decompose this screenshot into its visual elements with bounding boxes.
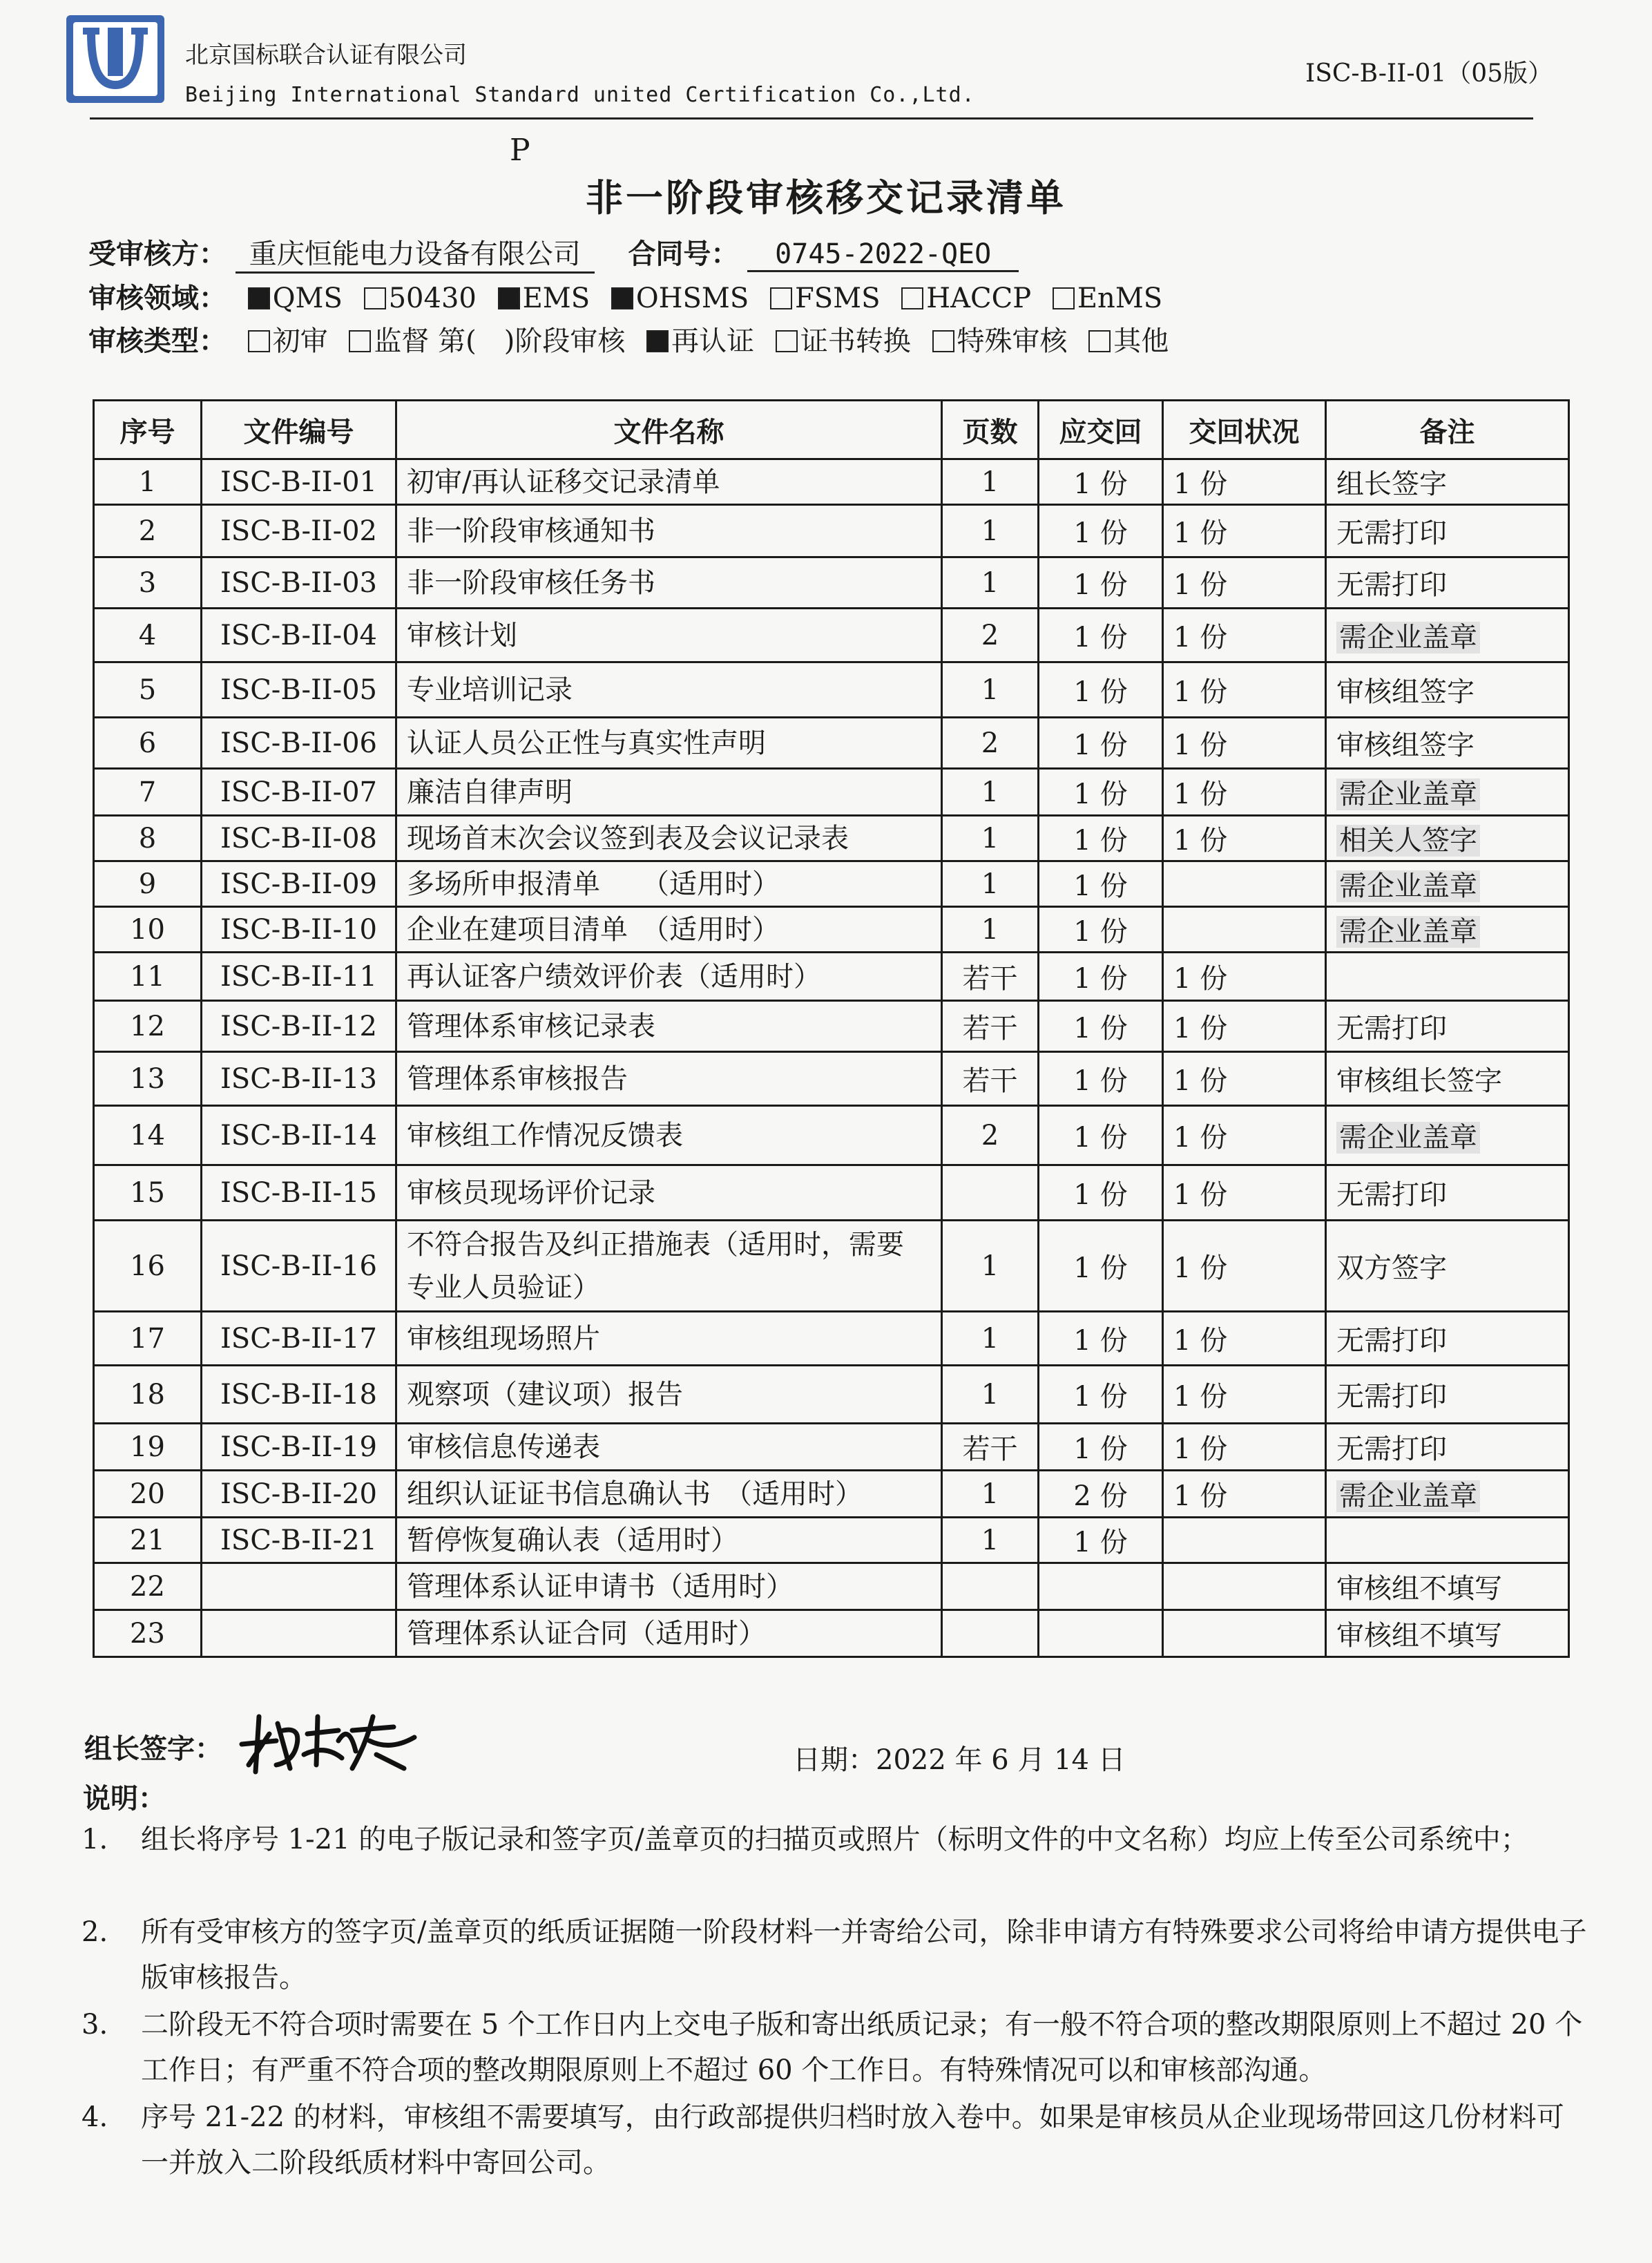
file-name-cell: 现场首末次会议签到表及会议记录表 <box>396 816 942 861</box>
column-header: 页数 <box>942 401 1039 459</box>
file-name-cell: 审核员现场评价记录 <box>396 1165 942 1221</box>
return-status-cell <box>1163 1563 1326 1610</box>
checkbox <box>498 287 520 309</box>
checkbox <box>770 287 792 309</box>
table-row <box>94 1221 1569 1312</box>
file-code-cell: ISC-B-II-21 <box>202 1518 396 1563</box>
row-number-cell: 13 <box>94 1052 202 1106</box>
file-name-cell: 观察项（建议项）报告 <box>396 1366 942 1424</box>
table-row <box>94 459 1569 505</box>
file-code-cell: ISC-B-II-11 <box>202 953 396 1001</box>
row-number-cell: 10 <box>94 907 202 953</box>
file-code-cell: ISC-B-II-02 <box>202 505 396 557</box>
table-row <box>94 1165 1569 1221</box>
table-row <box>94 769 1569 816</box>
row-number-cell: 6 <box>94 718 202 769</box>
domain-option-haccp: HACCP <box>889 283 1031 314</box>
page-count-cell <box>942 1563 1039 1610</box>
table-body <box>94 459 1569 1657</box>
notes-label: 说明： <box>83 1782 166 1815</box>
checkbox <box>364 287 386 309</box>
table-row <box>94 718 1569 769</box>
row-number-cell: 7 <box>94 769 202 816</box>
file-name-cell: 管理体系审核报告 <box>396 1052 942 1106</box>
remark-cell: 审核组不填写 <box>1326 1610 1569 1657</box>
checkbox <box>248 287 270 309</box>
row-number-cell: 18 <box>94 1366 202 1424</box>
due-return-cell: 1 份 <box>1039 459 1163 505</box>
note-item: 3. 二阶段无不符合项时需要在 5 个工作日内上交电子版和寄出纸质记录；有一般不符合项的整改期限原则上不超过 20 个工作日；有严重不符合项的整改期限原则上不超过 60 个工作日。有特殊情况可以和审核部沟通。 <box>81 2009 1583 2086</box>
return-status-cell: 1 份 <box>1163 1001 1326 1052</box>
type-option-other: 其他 <box>1076 319 1169 359</box>
table-row <box>94 861 1569 907</box>
return-status-cell: 1 份 <box>1163 1424 1326 1471</box>
file-name-cell: 审核组现场照片 <box>396 1312 942 1366</box>
row-number-cell: 19 <box>94 1424 202 1471</box>
domain-option-qms: QMS <box>236 283 343 314</box>
page-count-cell: 若干 <box>942 1424 1039 1471</box>
page-count-cell: 1 <box>942 459 1039 505</box>
page-count-cell: 1 <box>942 816 1039 861</box>
file-name-cell: 再认证客户绩效评价表（适用时） <box>396 953 942 1001</box>
due-return-cell <box>1039 1610 1163 1657</box>
type-option-special-audit: 特殊审核 <box>920 319 1068 359</box>
page-count-cell <box>942 1165 1039 1221</box>
return-status-cell: 1 份 <box>1163 1366 1326 1424</box>
table-row <box>94 1312 1569 1366</box>
note-item: 4. 序号 21-22 的材料，审核组不需要填写，由行政部提供归档时放入卷中。如果是审核员从企业现场带回这几份材料可一并放入二阶段纸质材料中寄回公司。 <box>81 2101 1564 2179</box>
row-number-cell: 17 <box>94 1312 202 1366</box>
file-name-cell: 管理体系审核记录表 <box>396 1001 942 1052</box>
page-count-cell: 1 <box>942 1471 1039 1518</box>
return-status-cell: 1 份 <box>1163 1471 1326 1518</box>
domain-option-ohsms: OHSMS <box>599 283 749 314</box>
return-status-cell: 1 份 <box>1163 1165 1326 1221</box>
remark-cell: 无需打印 <box>1326 1424 1569 1471</box>
note-item: 1. 组长将序号 1-21 的电子版记录和签字页/盖章页的扫描页或照片（标明文件的中文名称）均应上传至公司系统中； <box>81 1824 1528 1855</box>
file-name-cell: 管理体系认证申请书（适用时） <box>396 1563 942 1610</box>
remark-cell: 无需打印 <box>1326 505 1569 557</box>
remark-cell: 审核组签字 <box>1326 662 1569 718</box>
page-title: 非一阶段审核移交记录清单 <box>586 175 1066 220</box>
domain-option-50430: 50430 <box>352 283 477 314</box>
due-return-cell: 1 份 <box>1039 662 1163 718</box>
file-code-cell: ISC-B-II-18 <box>202 1366 396 1424</box>
transfer-record-table <box>93 399 1570 1658</box>
remark-cell: 无需打印 <box>1326 1312 1569 1366</box>
row-number-cell: 20 <box>94 1471 202 1518</box>
remark-cell: 双方签字 <box>1326 1221 1569 1312</box>
file-code-cell: ISC-B-II-04 <box>202 609 396 662</box>
file-name-cell: 审核组工作情况反馈表 <box>396 1106 942 1165</box>
row-number-cell: 9 <box>94 861 202 907</box>
checkbox <box>248 330 270 352</box>
table-row <box>94 907 1569 953</box>
remark-cell <box>1326 1518 1569 1563</box>
file-code-cell: ISC-B-II-05 <box>202 662 396 718</box>
due-return-cell: 1 份 <box>1039 1001 1163 1052</box>
file-code-cell <box>202 1563 396 1610</box>
return-status-cell: 1 份 <box>1163 1106 1326 1165</box>
file-name-cell: 廉洁自律声明 <box>396 769 942 816</box>
checkbox <box>1088 330 1111 352</box>
note-item: 2. 所有受审核方的签字页/盖章页的纸质证据随一阶段材料一并寄给公司，除非申请方有特殊要求公司将给申请方提供电子版审核报告。 <box>81 1916 1587 1994</box>
domain-option-fsms: FSMS <box>758 283 881 314</box>
file-code-cell: ISC-B-II-06 <box>202 718 396 769</box>
table-row <box>94 662 1569 718</box>
due-return-cell: 1 份 <box>1039 907 1163 953</box>
handwritten-mark: P <box>510 133 530 168</box>
due-return-cell: 1 份 <box>1039 557 1163 609</box>
file-name-cell: 暂停恢复确认表（适用时） <box>396 1518 942 1563</box>
file-code-cell: ISC-B-II-17 <box>202 1312 396 1366</box>
table-row <box>94 1610 1569 1657</box>
remark-cell: 审核组长签字 <box>1326 1052 1569 1106</box>
file-name-cell: 组织认证证书信息确认书 （适用时） <box>396 1471 942 1518</box>
file-name-cell: 初审/再认证移交记录清单 <box>396 459 942 505</box>
due-return-cell: 1 份 <box>1039 1052 1163 1106</box>
remark-cell: 组长签字 <box>1326 459 1569 505</box>
type-option-recertification: 再认证 <box>634 319 754 359</box>
row-number-cell: 8 <box>94 816 202 861</box>
row-number-cell: 14 <box>94 1106 202 1165</box>
remark-cell: 需企业盖章 <box>1326 769 1569 816</box>
date-line: 日期：2022 年 6 月 14 日 <box>793 1744 1126 1776</box>
due-return-cell: 1 份 <box>1039 1424 1163 1471</box>
file-code-cell: ISC-B-II-07 <box>202 769 396 816</box>
checkbox <box>932 330 954 352</box>
return-status-cell <box>1163 1610 1326 1657</box>
row-number-cell: 5 <box>94 662 202 718</box>
remark-cell: 无需打印 <box>1326 1001 1569 1052</box>
row-number-cell: 3 <box>94 557 202 609</box>
due-return-cell: 1 份 <box>1039 1221 1163 1312</box>
table-row <box>94 1366 1569 1424</box>
checkbox <box>349 330 371 352</box>
page-count-cell: 1 <box>942 557 1039 609</box>
file-code-cell: ISC-B-II-09 <box>202 861 396 907</box>
return-status-cell: 1 份 <box>1163 718 1326 769</box>
table-row <box>94 609 1569 662</box>
due-return-cell: 1 份 <box>1039 505 1163 557</box>
due-return-cell: 1 份 <box>1039 1312 1163 1366</box>
remark-cell: 需企业盖章 <box>1326 609 1569 662</box>
file-code-cell: ISC-B-II-16 <box>202 1221 396 1312</box>
page-count-cell: 1 <box>942 505 1039 557</box>
file-name-cell: 多场所申报清单 （适用时） <box>396 861 942 907</box>
return-status-cell: 1 份 <box>1163 609 1326 662</box>
page-count-cell: 若干 <box>942 953 1039 1001</box>
return-status-cell: 1 份 <box>1163 953 1326 1001</box>
page-count-cell: 2 <box>942 1106 1039 1165</box>
checkbox <box>611 287 633 309</box>
page-count-cell: 1 <box>942 1518 1039 1563</box>
file-code-cell: ISC-B-II-08 <box>202 816 396 861</box>
due-return-cell: 1 份 <box>1039 953 1163 1001</box>
column-header: 交回状况 <box>1163 401 1326 459</box>
return-status-cell: 1 份 <box>1163 459 1326 505</box>
table-row <box>94 1052 1569 1106</box>
file-name-cell: 不符合报告及纠正措施表（适用时，需要专业人员验证） <box>396 1221 942 1312</box>
row-number-cell: 21 <box>94 1518 202 1563</box>
header-divider <box>90 117 1533 120</box>
due-return-cell: 1 份 <box>1039 609 1163 662</box>
page-count-cell: 2 <box>942 718 1039 769</box>
row-number-cell: 16 <box>94 1221 202 1312</box>
due-return-cell: 1 份 <box>1039 1366 1163 1424</box>
return-status-cell: 1 份 <box>1163 505 1326 557</box>
company-logo <box>64 12 167 106</box>
row-number-cell: 15 <box>94 1165 202 1221</box>
page-count-cell: 1 <box>942 907 1039 953</box>
file-code-cell: ISC-B-II-03 <box>202 557 396 609</box>
due-return-cell: 1 份 <box>1039 816 1163 861</box>
table-row <box>94 816 1569 861</box>
column-header: 备注 <box>1326 401 1569 459</box>
domain-option-enms: EnMS <box>1040 283 1162 314</box>
file-code-cell: ISC-B-II-20 <box>202 1471 396 1518</box>
checkbox <box>901 287 923 309</box>
table-row <box>94 1424 1569 1471</box>
return-status-cell: 1 份 <box>1163 1052 1326 1106</box>
domain-option-ems: EMS <box>486 283 590 314</box>
return-status-cell: 1 份 <box>1163 662 1326 718</box>
type-option-surveillance: 监督 第( )阶段审核 <box>336 319 625 359</box>
return-status-cell: 1 份 <box>1163 769 1326 816</box>
file-code-cell: ISC-B-II-15 <box>202 1165 396 1221</box>
due-return-cell: 1 份 <box>1039 1518 1163 1563</box>
audit-domain-line <box>88 276 1162 316</box>
due-return-cell: 1 份 <box>1039 718 1163 769</box>
signature-label: 组长签字： <box>84 1732 222 1765</box>
return-status-cell <box>1163 1518 1326 1563</box>
file-code-cell <box>202 1610 396 1657</box>
file-code-cell: ISC-B-II-19 <box>202 1424 396 1471</box>
type-option-certificate-transfer: 证书转换 <box>763 319 911 359</box>
file-name-cell: 专业培训记录 <box>396 662 942 718</box>
row-number-cell: 11 <box>94 953 202 1001</box>
contract-value: 0745-2022-QEO <box>747 238 1019 272</box>
row-number-cell: 4 <box>94 609 202 662</box>
audit-type-line <box>88 319 1169 359</box>
file-code-cell: ISC-B-II-12 <box>202 1001 396 1052</box>
document-code: ISC-B-II-01（05版） <box>1305 59 1553 88</box>
contract-label: 合同号： <box>628 238 739 270</box>
return-status-cell <box>1163 907 1326 953</box>
due-return-cell: 1 份 <box>1039 1165 1163 1221</box>
audit-type-label: 审核类型： <box>88 325 227 357</box>
page-count-cell: 若干 <box>942 1052 1039 1106</box>
page-count-cell: 1 <box>942 1221 1039 1312</box>
row-number-cell: 23 <box>94 1610 202 1657</box>
file-name-cell: 管理体系认证合同（适用时） <box>396 1610 942 1657</box>
page-count-cell: 1 <box>942 1312 1039 1366</box>
row-number-cell: 1 <box>94 459 202 505</box>
table-header-row <box>94 401 1569 459</box>
due-return-cell: 1 份 <box>1039 769 1163 816</box>
page-count-cell: 1 <box>942 861 1039 907</box>
remark-cell: 审核组不填写 <box>1326 1563 1569 1610</box>
file-name-cell: 企业在建项目清单 （适用时） <box>396 907 942 953</box>
file-code-cell: ISC-B-II-01 <box>202 459 396 505</box>
return-status-cell: 1 份 <box>1163 557 1326 609</box>
company-name-cn: 北京国标联合认证有限公司 <box>185 41 467 69</box>
auditee-value: 重庆恒能电力设备有限公司 <box>236 232 595 274</box>
due-return-cell: 2 份 <box>1039 1471 1163 1518</box>
column-header: 应交回 <box>1039 401 1163 459</box>
row-number-cell: 22 <box>94 1563 202 1610</box>
page-count-cell: 2 <box>942 609 1039 662</box>
column-header: 文件编号 <box>202 401 396 459</box>
audit-domain-label: 审核领域： <box>88 282 227 314</box>
file-name-cell: 非一阶段审核通知书 <box>396 505 942 557</box>
remark-cell: 无需打印 <box>1326 1366 1569 1424</box>
remark-cell: 无需打印 <box>1326 1165 1569 1221</box>
handwritten-signature <box>235 1703 421 1779</box>
return-status-cell: 1 份 <box>1163 1312 1326 1366</box>
table-row <box>94 1471 1569 1518</box>
due-return-cell: 1 份 <box>1039 861 1163 907</box>
file-code-cell: ISC-B-II-14 <box>202 1106 396 1165</box>
page-count-cell <box>942 1610 1039 1657</box>
row-number-cell: 12 <box>94 1001 202 1052</box>
file-code-cell: ISC-B-II-10 <box>202 907 396 953</box>
table-row <box>94 1518 1569 1563</box>
checkbox <box>1053 287 1075 309</box>
due-return-cell <box>1039 1563 1163 1610</box>
row-number-cell: 2 <box>94 505 202 557</box>
file-code-cell: ISC-B-II-13 <box>202 1052 396 1106</box>
table-row <box>94 1001 1569 1052</box>
return-status-cell: 1 份 <box>1163 1221 1326 1312</box>
table-row <box>94 505 1569 557</box>
auditee-label: 受审核方： <box>88 238 227 270</box>
table-row <box>94 953 1569 1001</box>
remark-cell: 审核组签字 <box>1326 718 1569 769</box>
type-option-initial: 初审 <box>236 319 328 359</box>
remark-cell: 需企业盖章 <box>1326 1106 1569 1165</box>
remark-cell: 需企业盖章 <box>1326 907 1569 953</box>
file-name-cell: 非一阶段审核任务书 <box>396 557 942 609</box>
column-header: 序号 <box>94 401 202 459</box>
column-header: 文件名称 <box>396 401 942 459</box>
file-name-cell: 审核信息传递表 <box>396 1424 942 1471</box>
file-name-cell: 认证人员公正性与真实性声明 <box>396 718 942 769</box>
page-count-cell: 1 <box>942 1366 1039 1424</box>
checkbox <box>776 330 798 352</box>
remark-cell <box>1326 953 1569 1001</box>
page-count-cell: 若干 <box>942 1001 1039 1052</box>
remark-cell: 相关人签字 <box>1326 816 1569 861</box>
table-row <box>94 557 1569 609</box>
remark-cell: 无需打印 <box>1326 557 1569 609</box>
page-count-cell: 1 <box>942 662 1039 718</box>
table-row <box>94 1563 1569 1610</box>
page-count-cell: 1 <box>942 769 1039 816</box>
company-name-en: Beijing International Standard united Certification Co.,Ltd. <box>185 83 975 107</box>
return-status-cell <box>1163 861 1326 907</box>
checkbox <box>646 330 669 352</box>
file-name-cell: 审核计划 <box>396 609 942 662</box>
table-row <box>94 1106 1569 1165</box>
remark-cell: 需企业盖章 <box>1326 861 1569 907</box>
auditee-line <box>88 232 1019 274</box>
remark-cell: 需企业盖章 <box>1326 1471 1569 1518</box>
return-status-cell: 1 份 <box>1163 816 1326 861</box>
due-return-cell: 1 份 <box>1039 1106 1163 1165</box>
